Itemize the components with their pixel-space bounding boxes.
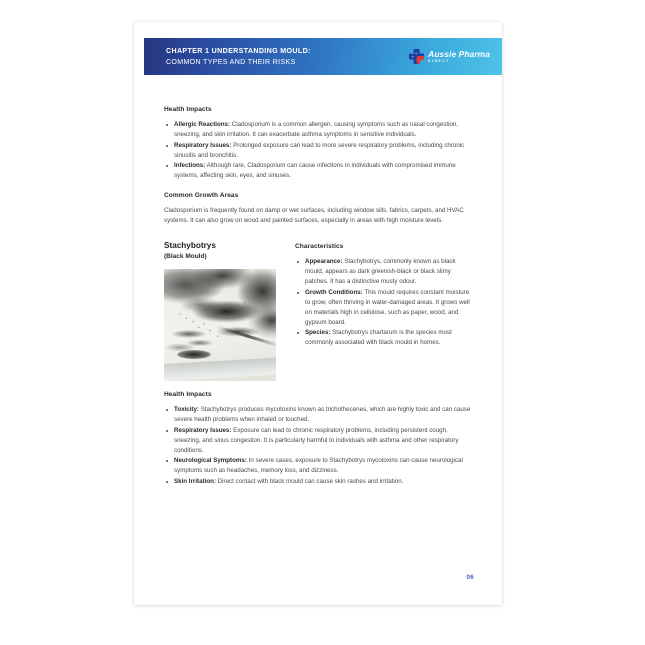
list-item [295, 288, 472, 328]
list-item-text: Exposure can lead to chronic respiratory problems, including persistent cough, sneezing, and sinus congestion. It is particularly harmful to individuals with asthma and other respiratory conditions. [174, 426, 459, 454]
stachybotrys-left-column [164, 241, 282, 381]
stachybotrys-right-column [295, 241, 472, 381]
list-item-text: This mould requires constant moisture to grow, often thriving in water-damaged areas. It grows well on materials high in cellulose, such as paper, wood, and gypsum board. [305, 288, 470, 326]
stachybotrys-alt-name: (Black Mould) [164, 252, 207, 260]
list-item-text: Stachybotrys produces mycotoxins known as trichothecenes, which are highly toxic and can cause severe health problems when inhaled or touched. [174, 405, 471, 424]
list-item-term: Allergic Reactions: [174, 121, 231, 128]
stachybotrys-name: Stachybotrys [164, 240, 216, 250]
list-item [164, 405, 472, 425]
stachybotrys-health-list [164, 405, 472, 487]
stachybotrys-section [164, 241, 472, 381]
list-item-text: Cladosporium is a common allergen, causing symptoms such as nasal congestion, sneezing, and skin irritation. It can exacerbate asthma symptoms in sensitive individuals. [174, 121, 459, 139]
brand-tagline: DIRECT [428, 58, 450, 63]
chapter-title [166, 46, 311, 67]
list-item-term: Neurological Symptoms: [174, 457, 247, 465]
list-item-term: Toxicity: [174, 405, 199, 413]
list-item [164, 477, 472, 487]
characteristics-list [295, 257, 472, 348]
list-item-term: Skin Irritation: [174, 477, 216, 485]
document-page [134, 22, 502, 605]
chapter-header-band [144, 38, 502, 75]
list-item [164, 141, 472, 161]
list-item-term: Infections: [174, 162, 206, 170]
list-item-text: Direct contact with black mould can cause skin rashes and irritation. [215, 477, 404, 485]
list-item-term: Respiratory Issues: [174, 141, 232, 149]
brand-name: Aussie Pharma [428, 49, 490, 60]
cladosporium-health-heading: Health Impacts [164, 106, 212, 113]
chapter-title-line2: COMMON TYPES AND THEIR RISKS [166, 57, 296, 66]
brand-logo [408, 48, 490, 65]
brand-logo-text [428, 50, 490, 63]
list-item [295, 257, 472, 287]
list-item-term: Growth Conditions: [305, 288, 363, 296]
page-content [164, 106, 472, 487]
list-item-text: Stachybotrys, commonly known as black mould, appears as dark greenish-black or black slimy patches. It has a distinctive musty odour. [305, 257, 456, 285]
list-item-term: Respiratory Issues: [174, 426, 232, 434]
list-item [164, 120, 472, 140]
stachybotrys-health-heading: Health Impacts [164, 390, 212, 398]
pharma-cross-icon [408, 48, 425, 65]
list-item [164, 456, 472, 476]
list-item-text: Although rare, Cladosporium can cause infections in individuals with compromised immune systems, affecting skin, eyes, and sinuses. [174, 162, 456, 180]
list-item [295, 328, 472, 348]
page-number: 06 [466, 574, 474, 581]
cladosporium-growth-heading: Common Growth Areas [164, 191, 239, 199]
list-item-text: Prolonged exposure can lead to more severe respiratory problems, including chronic sinusitis and bronchitis. [174, 141, 465, 159]
characteristics-heading: Characteristics [295, 242, 344, 250]
list-item-text: Stachybotrys chartarum is the species most commonly associated with black mould in homes. [305, 329, 452, 347]
black-mould-photo [164, 269, 276, 381]
chapter-title-line1: CHAPTER 1 UNDERSTANDING MOULD: [166, 47, 311, 56]
list-item-text: In severe cases, exposure to Stachybotrys mycotoxins can cause neurological symptoms such as headaches, memory loss, and dizziness. [174, 457, 463, 475]
cladosporium-health-list [164, 120, 472, 181]
list-item-term: Appearance: [305, 257, 343, 265]
list-item [164, 161, 472, 181]
list-item [164, 426, 472, 456]
cladosporium-growth-paragraph: Cladosporium is frequently found on damp or wet surfaces, including window sills, fabrics, carpets, and HVAC systems. It can also grow on wood and painted surfaces, especially in areas with high moisture levels. [164, 206, 464, 224]
list-item-term: Species: [305, 329, 331, 337]
